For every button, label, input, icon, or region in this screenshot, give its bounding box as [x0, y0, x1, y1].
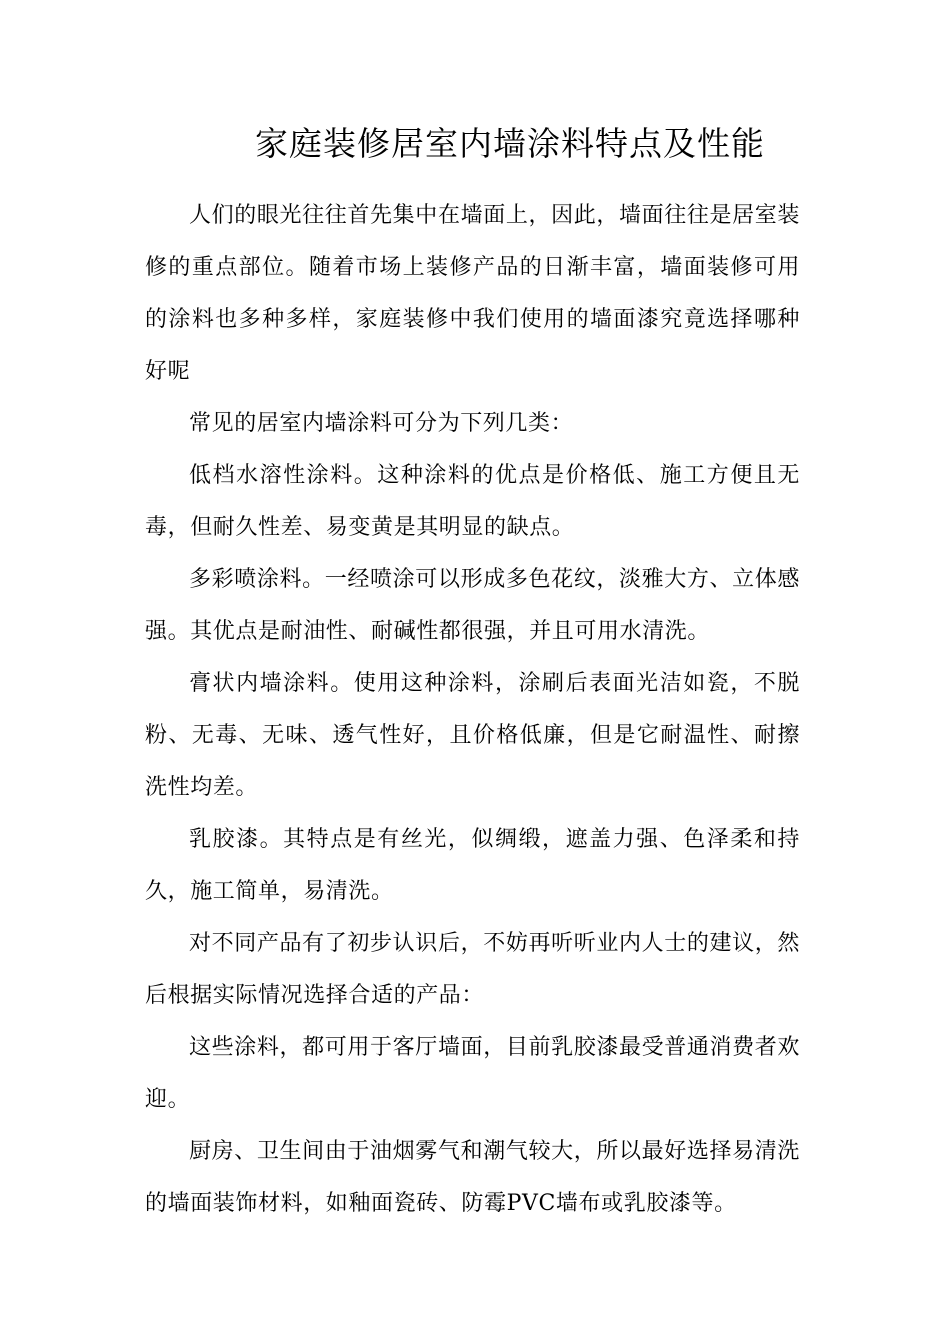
- paragraph-intro: 人们的眼光往往首先集中在墙面上，因此，墙面往往是居室装修的重点部位。随着市场上装修产品的日渐丰富，墙面装修可用的涂料也多种多样，家庭装修中我们使用的墙面漆究竟选择哪种好呢: [145, 203, 800, 384]
- paragraph-categories-intro: 常见的居室内墙涂料可分为下列几类：: [189, 411, 574, 436]
- paragraph-multicolor-spray: 多彩喷涂料。一经喷涂可以形成多色花纹，淡雅大方、立体感强。其优点是耐油性、耐碱性都很强，并且可用水清洗。: [145, 567, 800, 644]
- paragraph-water-soluble: 低档水溶性涂料。这种涂料的优点是价格低、施工方便且无毒，但耐久性差、易变黄是其明显的缺点。: [145, 463, 800, 540]
- paragraph-advice-intro: 对不同产品有了初步认识后，不妨再听听业内人士的建议，然后根据实际情况选择合适的产品：: [145, 931, 800, 1008]
- paragraph-latex-paint: 乳胶漆。其特点是有丝光，似绸缎，遮盖力强、色泽柔和持久，施工简单，易清洗。: [145, 827, 800, 904]
- document-title: 家庭装修居室内墙涂料特点及性能: [255, 124, 765, 163]
- paragraph-kitchen-bathroom: 厨房、卫生间由于油烟雾气和潮气较大，所以最好选择易清洗的墙面装饰材料，如釉面瓷砖、防霉PVC墙布或乳胶漆等。: [145, 1139, 800, 1216]
- document-body: [145, 190, 800, 1230]
- paragraph-paste-coating: 膏状内墙涂料。使用这种涂料，涂刷后表面光洁如瓷，不脱粉、无毒、无味、透气性好，且价格低廉，但是它耐温性、耐擦洗性均差。: [145, 671, 800, 800]
- paragraph-living-room: 这些涂料，都可用于客厅墙面，目前乳胶漆最受普通消费者欢迎。: [145, 1035, 800, 1112]
